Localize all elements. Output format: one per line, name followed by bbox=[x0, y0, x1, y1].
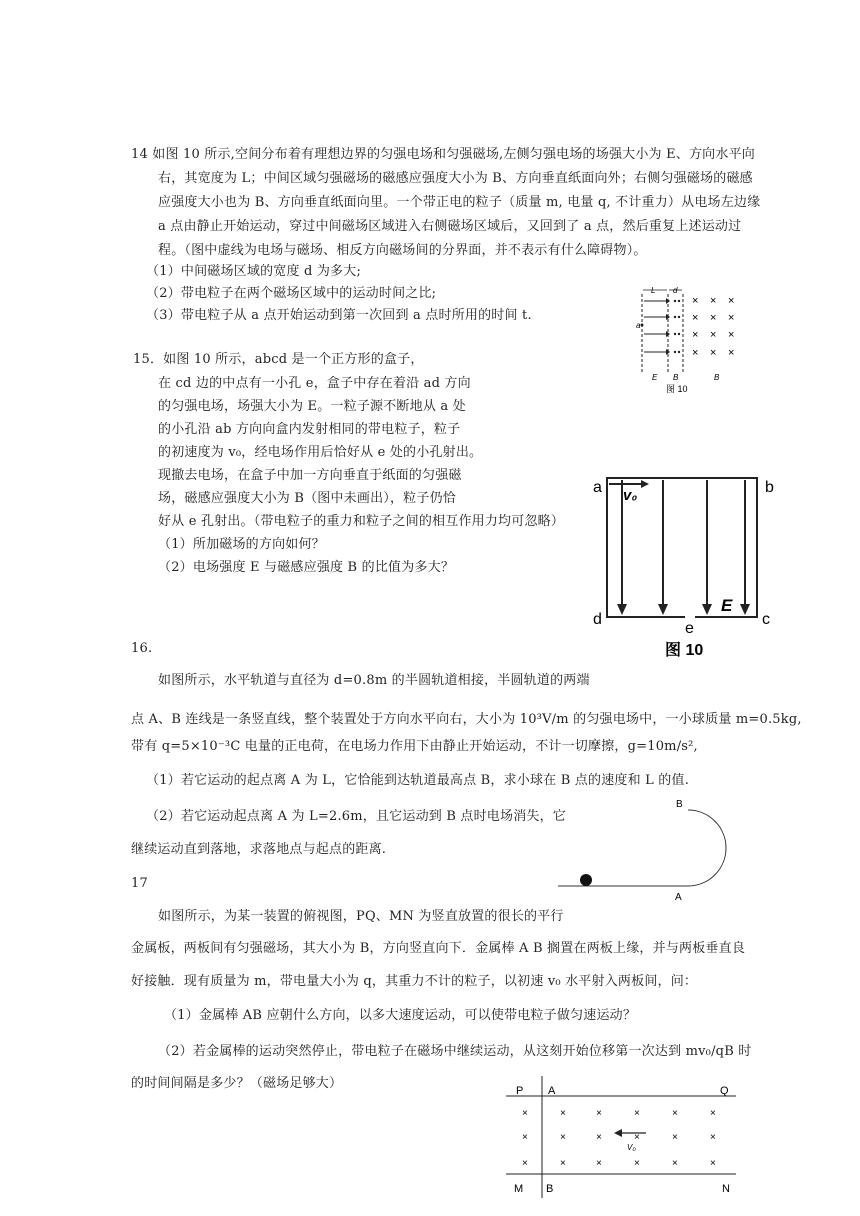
q14-fig-cross: × bbox=[692, 295, 699, 307]
q17-fig-cross: × bbox=[596, 1108, 602, 1119]
q14-fig-cross: × bbox=[728, 329, 735, 341]
q15-fig-v0: v₀ bbox=[623, 487, 638, 504]
q17-figure bbox=[506, 1076, 746, 1198]
q17-fig-cross: × bbox=[634, 1132, 640, 1143]
q15-fig-a: a bbox=[593, 479, 602, 496]
q17-fig-cross: × bbox=[596, 1132, 602, 1143]
q14-fig-d: d bbox=[673, 286, 678, 295]
q17-fig-M: M bbox=[514, 1183, 524, 1195]
q14-line: 应强度大小也为 B、方向垂直纸面向里。一个带正电的粒子（质量 m, 电量 q, 不计重力）从电场左边缘 bbox=[158, 195, 761, 210]
q16-fig-A: A bbox=[675, 892, 682, 903]
q17-fig-cross: × bbox=[560, 1158, 566, 1169]
q15-line: 好从 e 孔射出。（带电粒子的重力和粒子之间的相互作用力均可忽略） bbox=[158, 514, 565, 529]
q14-fig-B1: B bbox=[673, 373, 679, 382]
q17-line: 如图所示，为某一装置的俯视图，PQ、MN 为竖直放置的很长的平行 bbox=[158, 909, 564, 924]
q15-line: 的初速度为 v₀，经电场作用后恰好从 e 处的小孔射出。 bbox=[158, 445, 483, 460]
q15-fig-c: c bbox=[762, 611, 770, 628]
q17-fig-cross: × bbox=[672, 1132, 678, 1143]
q14-figure bbox=[628, 280, 748, 400]
q14-fig-cross: × bbox=[728, 312, 735, 324]
q17-line: 好接触．现有质量为 m，带电量大小为 q，其重力不计的粒子，以初速 v₀ 水平射入两板间，问： bbox=[131, 974, 698, 989]
q15-fig-caption: 图 10 bbox=[665, 642, 704, 659]
q16-line: 点 A、B 连线是一条竖直线，整个装置处于方向水平向右，大小为 10³V/m 的匀强电场中，一小球质量 m=0.5kg, bbox=[131, 712, 802, 727]
q14-fig-cross: × bbox=[710, 329, 717, 341]
q17-fig-cross: × bbox=[560, 1108, 566, 1119]
q14-fig-a: a bbox=[636, 321, 641, 330]
q17-fig-cross: × bbox=[560, 1132, 566, 1143]
q15-fig-b: b bbox=[765, 479, 774, 496]
q17-fig-Q: Q bbox=[720, 1085, 729, 1097]
q16-line: 如图所示，水平轨道与直径为 d=0.8m 的半圆轨道相接，半圆轨道的两端 bbox=[158, 673, 590, 688]
q14-fig-cross: × bbox=[692, 347, 699, 359]
q15-figure bbox=[585, 470, 785, 662]
q17-fig-cross: × bbox=[522, 1158, 528, 1169]
q17-sub: （1）金属棒 AB 应朝什么方向，以多大速度运动，可以使带电粒子做匀速运动？ bbox=[164, 1008, 637, 1023]
q14-line: 14 如图 10 所示,空间分布着有理想边界的匀强电场和匀强磁场,左侧匀强电场的场强大小为 E、方向水平向 bbox=[131, 147, 755, 162]
q16-sub: （2）若它运动起点离 A 为 L=2.6m，且它运动到 B 点时电场消失，它 bbox=[146, 809, 567, 824]
q15-fig-E: E bbox=[721, 596, 733, 615]
q14-fig-E: E bbox=[652, 373, 658, 382]
q17-fig-A: A bbox=[548, 1085, 556, 1097]
q17-fig-cross: × bbox=[672, 1108, 678, 1119]
q17-fig-N: N bbox=[722, 1183, 730, 1195]
q15-line: 场，磁感应强度大小为 B（图中未画出），粒子仍恰 bbox=[158, 491, 456, 506]
q16-number: 16. bbox=[131, 641, 153, 656]
q14-fig-cross: × bbox=[710, 347, 717, 359]
q17-fig-cross: × bbox=[596, 1158, 602, 1169]
q14-fig-cross: × bbox=[728, 295, 735, 307]
q14-fig-cross: × bbox=[710, 312, 717, 324]
q14-sub: （2）带电粒子在两个磁场区域中的运动时间之比; bbox=[146, 286, 437, 301]
q16-line: 带有 q=5×10⁻³C 电量的正电荷，在电场力作用下由静止开始运动，不计一切摩擦，g=10m/s², bbox=[131, 739, 698, 754]
q17-fig-cross: × bbox=[522, 1108, 528, 1119]
q14-fig-cross: × bbox=[692, 312, 699, 324]
q16-line: 继续运动直到落地，求落地点与起点的距离. bbox=[131, 842, 387, 857]
q15-line: 的小孔沿 ab 方向向盒内发射相同的带电粒子，粒子 bbox=[158, 422, 461, 437]
q17-fig-cross: × bbox=[710, 1108, 716, 1119]
q16-fig-B: B bbox=[676, 799, 683, 810]
q15-fig-d: d bbox=[593, 611, 602, 628]
q14-fig-B2: B bbox=[714, 373, 720, 382]
q14-sub: （3）带电粒子从 a 点开始运动到第一次回到 a 点时所用的时间 t. bbox=[146, 308, 532, 323]
q17-line: 的时间间隔是多少？（磁场足够大） bbox=[131, 1076, 343, 1091]
q14-sub: （1）中间磁场区域的宽度 d 为多大; bbox=[146, 264, 362, 279]
q15-line: 15．如图 10 所示，abcd 是一个正方形的盒子， bbox=[133, 352, 424, 367]
q15-line: 现撤去电场，在盒子中加一方向垂直于纸面的匀强磁 bbox=[158, 468, 462, 483]
q14-fig-cross: × bbox=[728, 347, 735, 359]
q17-fig-cross: × bbox=[634, 1158, 640, 1169]
q17-fig-cross: × bbox=[522, 1132, 528, 1143]
q17-fig-cross: × bbox=[634, 1108, 640, 1119]
q17-sub: （2）若金属棒的运动突然停止，带电粒子在磁场中继续运动，从这刻开始位移第一次达到 mv₀/qB 时 bbox=[158, 1044, 752, 1059]
q14-fig-cross: × bbox=[692, 329, 699, 341]
q17-number: 17 bbox=[131, 876, 148, 891]
q15-sub: （1）所加磁场的方向如何？ bbox=[158, 537, 325, 552]
q14-line: 程。（图中虚线为电场与磁场、相反方向磁场间的分界面，并不表示有什么障碍物）。 bbox=[158, 243, 647, 258]
q15-line: 在 cd 边的中点有一小孔 e，盒子中存在着沿 ad 方向 bbox=[158, 376, 471, 391]
q17-fig-cross: × bbox=[710, 1158, 716, 1169]
q14-fig-caption: 图 10 bbox=[666, 384, 688, 394]
q15-line: 的匀强电场，场强大小为 E。一粒子源不断地从 a 处 bbox=[158, 399, 466, 414]
q14-fig-L: L bbox=[651, 286, 656, 295]
q17-line: 金属板，两板间有匀强磁场，其大小为 B，方向竖直向下．金属棒 A B 搁置在两板上缘，并与两板垂直良 bbox=[131, 941, 746, 956]
q17-fig-cross: × bbox=[672, 1158, 678, 1169]
q17-fig-cross: × bbox=[710, 1132, 716, 1143]
q14-line: 右，其宽度为 L；中间区域匀强磁场的磁感应强度大小为 B、方向垂直纸面向外；右侧匀强磁场的磁感 bbox=[158, 171, 753, 186]
q16-ball bbox=[580, 874, 592, 886]
q16-sub: （1）若它运动的起点离 A 为 L，它恰能到达轨道最高点 B，求小球在 B 点的速度和 L 的值. bbox=[146, 773, 690, 788]
q15-sub: （2）电场强度 E 与磁感应强度 B 的比值为多大？ bbox=[158, 560, 455, 575]
q17-fig-B: B bbox=[546, 1183, 554, 1195]
q15-fig-e: e bbox=[685, 620, 694, 637]
q14-line: a 点由静止开始运动，穿过中间磁场区域进入右侧磁场区域后，又回到了 a 点，然后重复上述运动过 bbox=[158, 219, 742, 234]
q14-fig-cross: × bbox=[710, 295, 717, 307]
q17-fig-P: P bbox=[516, 1085, 524, 1097]
q16-figure bbox=[548, 792, 728, 904]
q17-fig-v0: V₀ bbox=[627, 1143, 636, 1152]
